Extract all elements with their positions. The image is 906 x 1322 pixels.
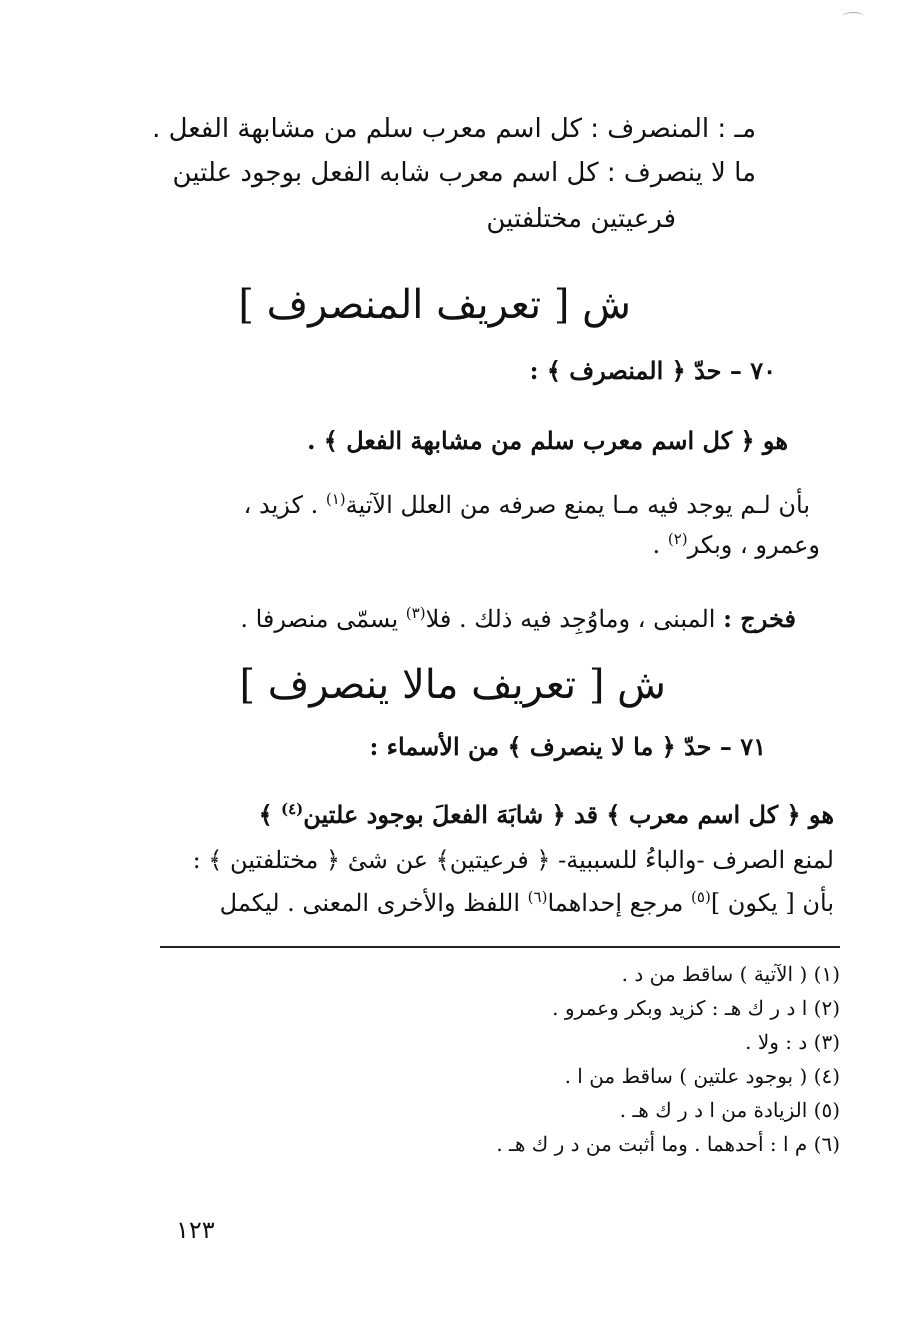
- paragraph-text: بأن لـم يوجد فيه مـا يمنع صرفه من العلل الآتية: [345, 491, 810, 519]
- definition-71-line-3: [220, 888, 834, 917]
- definition-71-line-2: لمنع الصرف -والباءُ للسببية- ﴿ فرعيتين﴾ عن شئ ﴿ مختلفتين ﴾ :: [192, 846, 834, 874]
- paragraph-tail: .: [652, 531, 661, 559]
- paragraph-tail: يسمّى منصرفا .: [240, 605, 399, 633]
- manuscript-line-3: فرعيتين مختلفتين: [486, 204, 676, 234]
- footnote-ref-3: (٣): [405, 604, 426, 622]
- manuscript-line-1: مـ : المنصرف : كل اسم معرب سلم من مشابهة الفعل .: [152, 114, 756, 144]
- footnote-ref-2: (٢): [667, 530, 688, 548]
- definition-tail: ﴾: [258, 800, 273, 829]
- footnote-divider: [160, 946, 840, 948]
- definition-text: بأن [ يكون ]: [710, 889, 834, 917]
- footnote-4: (٤) ( بوجود علتين ) ساقط من ا .: [564, 1064, 840, 1088]
- footnote-ref-5: (٥): [691, 888, 711, 906]
- footnote-ref-6: (٦): [527, 888, 548, 906]
- section-title-71: ٧١ – حدّ ﴿ ما لا ينصرف ﴾ من الأسماء :: [369, 732, 766, 761]
- footnote-3: (٣) د : ولا .: [745, 1030, 840, 1054]
- footnote-5: (٥) الزيادة من ا د ر ك هـ .: [619, 1098, 840, 1122]
- definition-text: هو ﴿ كل اسم معرب ﴾ قد ﴿ شابَهَ الفعلَ بوجود علتين: [303, 800, 834, 829]
- manuscript-line-2: ما لا ينصرف : كل اسم معرب شابه الفعل بوجود علتين: [172, 158, 756, 188]
- footnote-2: (٢) ا د ر ك هـ : كزيد وبكر وعمرو .: [552, 996, 840, 1020]
- paragraph-70-line-3: [240, 604, 796, 633]
- paragraph-text: المبنى ، وماوُجِد فيه ذلك . فلا: [425, 605, 716, 633]
- definition-text: مرجع إحداهما: [547, 889, 684, 917]
- footnote-1: (١) ( الآتية ) ساقط من د .: [621, 962, 840, 986]
- definition-text: اللفظ والأخرى المعنى . ليكمل: [219, 889, 521, 917]
- paragraph-tail: . كزيد ،: [243, 491, 319, 519]
- paragraph-70-line-2: [653, 530, 820, 559]
- footnote-ref-1: (١): [325, 490, 346, 508]
- page-number: ١٢٣: [176, 1216, 215, 1244]
- paragraph-bold-lead: فخرج :: [723, 604, 796, 633]
- footnote-ref-4: (٤): [281, 800, 304, 818]
- section-heading-1: ش [ تعريف المنصرف ]: [238, 282, 631, 328]
- paragraph-text: وعمرو ، وبكر: [687, 531, 820, 559]
- definition-71-line-1: [259, 800, 834, 829]
- paragraph-70-line-1: [244, 490, 810, 519]
- section-heading-2: ش [ تعريف مالا ينصرف ]: [239, 662, 666, 708]
- footnote-6: (٦) م ا : أحدهما . وما أثبت من د ر ك هـ .: [496, 1132, 840, 1156]
- corner-mark: [842, 12, 864, 21]
- section-title-70: ٧٠ – حدّ ﴿ المنصرف ﴾ :: [529, 356, 776, 385]
- definition-70: هو ﴿ كل اسم معرب سلم من مشابهة الفعل ﴾ .: [307, 426, 788, 455]
